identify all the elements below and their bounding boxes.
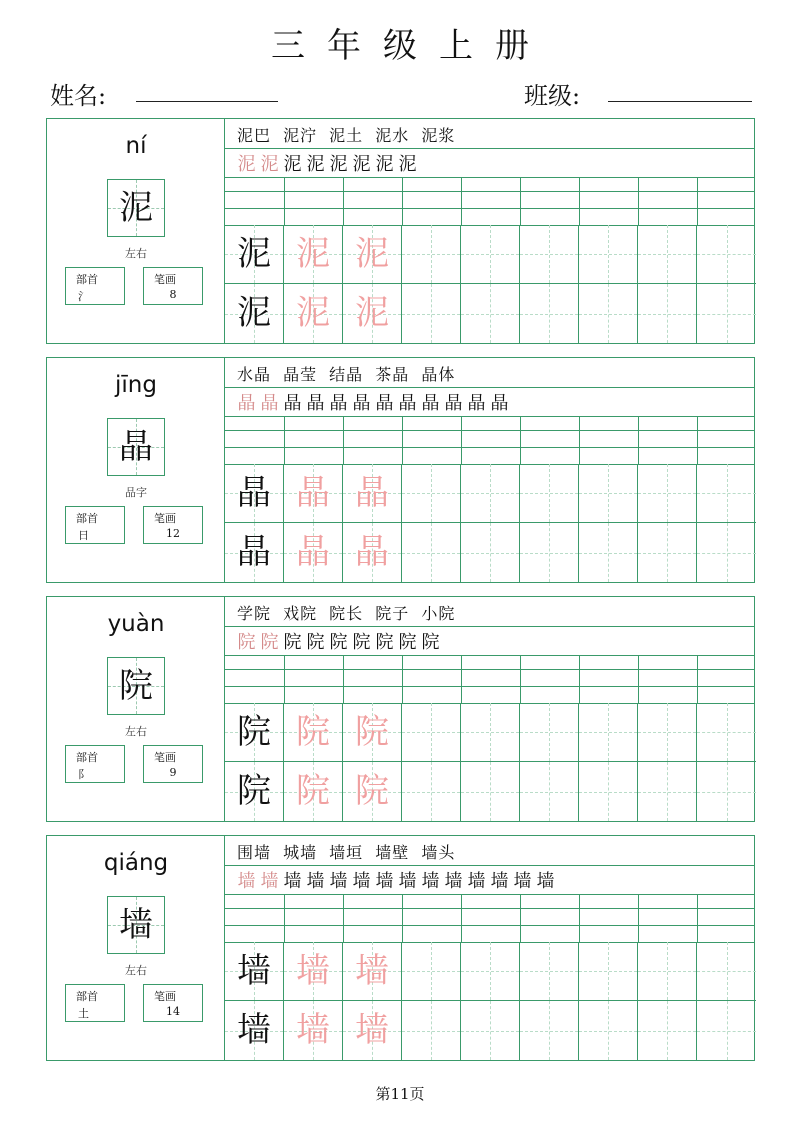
- structure-label: 左右: [125, 964, 147, 977]
- stroke-order: [235, 150, 419, 176]
- trace-character: 晶: [296, 473, 330, 513]
- stroke-order-step: 墙: [467, 871, 486, 892]
- stroke-order-step: 院: [306, 632, 325, 653]
- stroke-order-step: 晶: [237, 393, 256, 414]
- strokes-box: [143, 984, 203, 1022]
- writing-cell[interactable]: [461, 464, 520, 523]
- pinyin: ní: [125, 133, 147, 159]
- strokes-label: 笔画: [154, 273, 176, 286]
- radical-box: [65, 506, 125, 544]
- radical-value: 日: [78, 529, 89, 542]
- model-character: 泥: [237, 293, 271, 333]
- writing-grid: [225, 942, 754, 1060]
- stroke-order-step: 泥: [237, 154, 256, 175]
- stroke-order-step: 晶: [260, 393, 279, 414]
- writing-cell[interactable]: [461, 942, 520, 1001]
- stroke-order: [235, 628, 442, 654]
- writing-cell[interactable]: [402, 523, 461, 582]
- writing-cell[interactable]: [461, 284, 520, 343]
- writing-cell[interactable]: [697, 284, 756, 343]
- character-info-panel: [47, 597, 225, 821]
- main-character: 晶: [119, 427, 153, 467]
- trace-character: 墙: [355, 1010, 389, 1050]
- stroke-order-step: 晶: [375, 393, 394, 414]
- radical-box: [65, 745, 125, 783]
- stroke-order-step: 墙: [260, 871, 279, 892]
- writing-cell[interactable]: [697, 1001, 756, 1060]
- writing-cell[interactable]: [638, 1001, 697, 1060]
- strokes-box: [143, 267, 203, 305]
- model-character: 院: [237, 712, 271, 752]
- writing-cell[interactable]: [343, 284, 402, 343]
- radical-label: 部首: [76, 990, 98, 1003]
- strokes-label: 笔画: [154, 512, 176, 525]
- writing-cell[interactable]: [579, 703, 638, 762]
- writing-cell[interactable]: [520, 762, 579, 821]
- class-field-line[interactable]: [608, 101, 752, 102]
- stroke-order-step: 泥: [375, 154, 394, 175]
- writing-cell[interactable]: [402, 1001, 461, 1060]
- writing-cell[interactable]: [225, 703, 284, 762]
- trace-character: 晶: [355, 532, 389, 572]
- stroke-order-step: 院: [237, 632, 256, 653]
- writing-cell[interactable]: [520, 942, 579, 1001]
- writing-cell[interactable]: [225, 284, 284, 343]
- writing-cell[interactable]: [520, 703, 579, 762]
- writing-cell[interactable]: [343, 762, 402, 821]
- writing-cell[interactable]: [343, 225, 402, 284]
- strokes-label: 笔画: [154, 751, 176, 764]
- practice-area: [225, 597, 754, 821]
- writing-cell[interactable]: [284, 225, 343, 284]
- name-label: 姓名:: [50, 82, 107, 110]
- word-examples: 围墙 城墙 墙垣 墙壁 墙头: [237, 843, 456, 862]
- writing-cell[interactable]: [638, 762, 697, 821]
- radical-box: [65, 267, 125, 305]
- stroke-order: [235, 389, 511, 415]
- trace-character: 晶: [296, 532, 330, 572]
- writing-cell[interactable]: [520, 523, 579, 582]
- character-block: [46, 835, 755, 1061]
- writing-cell[interactable]: [638, 464, 697, 523]
- stroke-order-step: 泥: [329, 154, 348, 175]
- structure-label: 品字: [125, 486, 147, 499]
- page-title: 三年级上册: [271, 26, 551, 66]
- strokes-label: 笔画: [154, 990, 176, 1003]
- writing-cell[interactable]: [697, 762, 756, 821]
- stroke-order-step: 晶: [421, 393, 440, 414]
- writing-grid: [225, 464, 754, 582]
- stroke-order-step: 墙: [513, 871, 532, 892]
- writing-cell[interactable]: [697, 464, 756, 523]
- stroke-order-step: 院: [283, 632, 302, 653]
- character-info-panel: [47, 358, 225, 582]
- pinyin: yuàn: [107, 611, 165, 637]
- writing-cell[interactable]: [284, 284, 343, 343]
- radical-label: 部首: [76, 273, 98, 286]
- writing-cell[interactable]: [461, 1001, 520, 1060]
- main-character: 墙: [119, 905, 153, 945]
- radical-value: 土: [78, 1007, 89, 1020]
- name-field-line[interactable]: [136, 101, 278, 102]
- writing-cell[interactable]: [638, 942, 697, 1001]
- writing-cell[interactable]: [638, 284, 697, 343]
- page-number: 第11页: [375, 1085, 425, 1103]
- stroke-order-step: 墙: [444, 871, 463, 892]
- stroke-order-step: 院: [352, 632, 371, 653]
- structure-label: 左右: [125, 725, 147, 738]
- stroke-order-step: 墙: [398, 871, 417, 892]
- writing-cell[interactable]: [697, 703, 756, 762]
- trace-character: 墙: [296, 1010, 330, 1050]
- trace-character: 泥: [296, 234, 330, 274]
- model-character: 晶: [237, 473, 271, 513]
- writing-cell[interactable]: [402, 703, 461, 762]
- stroke-order-step: 墙: [283, 871, 302, 892]
- writing-cell[interactable]: [638, 523, 697, 582]
- writing-cell[interactable]: [520, 284, 579, 343]
- radical-value: 氵: [78, 290, 89, 303]
- character-block: [46, 357, 755, 583]
- character-box: [107, 657, 165, 715]
- trace-character: 泥: [355, 293, 389, 333]
- model-character: 墙: [237, 951, 271, 991]
- stroke-order-step: 院: [421, 632, 440, 653]
- writing-cell[interactable]: [697, 942, 756, 1001]
- stroke-order-step: 晶: [467, 393, 486, 414]
- strokes-value: 9: [169, 766, 177, 779]
- stroke-order-step: 院: [260, 632, 279, 653]
- writing-cell[interactable]: [284, 703, 343, 762]
- stroke-order-step: 泥: [398, 154, 417, 175]
- strokes-value: 14: [166, 1005, 180, 1018]
- character-block: [46, 118, 755, 344]
- character-info-panel: [47, 836, 225, 1060]
- stroke-order-step: 晶: [444, 393, 463, 414]
- main-character: 泥: [119, 188, 153, 228]
- stroke-order-step: 墙: [421, 871, 440, 892]
- writing-cell[interactable]: [402, 942, 461, 1001]
- writing-cell[interactable]: [461, 762, 520, 821]
- stroke-order-step: 晶: [329, 393, 348, 414]
- writing-cell[interactable]: [579, 523, 638, 582]
- writing-cell[interactable]: [579, 1001, 638, 1060]
- radical-value: 阝: [78, 768, 89, 781]
- writing-cell[interactable]: [638, 225, 697, 284]
- pinyin: qiáng: [103, 850, 169, 876]
- character-info-panel: [47, 119, 225, 343]
- writing-cell[interactable]: [284, 1001, 343, 1060]
- writing-cell[interactable]: [343, 464, 402, 523]
- writing-cell[interactable]: [697, 225, 756, 284]
- word-examples: 学院 戏院 院长 院子 小院: [237, 604, 456, 623]
- trace-character: 院: [355, 712, 389, 752]
- radical-label: 部首: [76, 751, 98, 764]
- main-character: 院: [119, 666, 153, 706]
- model-character: 墙: [237, 1010, 271, 1050]
- strokes-box: [143, 506, 203, 544]
- strokes-box: [143, 745, 203, 783]
- writing-cell[interactable]: [284, 762, 343, 821]
- writing-cell[interactable]: [461, 225, 520, 284]
- trace-character: 晶: [355, 473, 389, 513]
- structure-label: 左右: [125, 247, 147, 260]
- stroke-order-step: 墙: [306, 871, 325, 892]
- trace-character: 墙: [296, 951, 330, 991]
- writing-cell[interactable]: [225, 225, 284, 284]
- stroke-order-step: 院: [329, 632, 348, 653]
- model-character: 晶: [237, 532, 271, 572]
- writing-grid: [225, 703, 754, 821]
- writing-cell[interactable]: [520, 464, 579, 523]
- stroke-order-step: 泥: [306, 154, 325, 175]
- trace-character: 院: [355, 771, 389, 811]
- practice-area: [225, 119, 754, 343]
- writing-cell[interactable]: [343, 703, 402, 762]
- writing-grid: [225, 225, 754, 343]
- stroke-order-step: 墙: [375, 871, 394, 892]
- word-examples: 水晶 晶莹 结晶 茶晶 晶体: [237, 365, 456, 384]
- stroke-order-step: 墙: [490, 871, 509, 892]
- stroke-order-step: 院: [398, 632, 417, 653]
- stroke-order-step: 墙: [237, 871, 256, 892]
- writing-cell[interactable]: [225, 762, 284, 821]
- writing-cell[interactable]: [343, 523, 402, 582]
- writing-cell[interactable]: [461, 703, 520, 762]
- character-block: [46, 596, 755, 822]
- stroke-order-step: 泥: [352, 154, 371, 175]
- trace-character: 泥: [355, 234, 389, 274]
- trace-character: 院: [296, 771, 330, 811]
- writing-cell[interactable]: [225, 1001, 284, 1060]
- model-character: 泥: [237, 234, 271, 274]
- class-label: 班级:: [524, 82, 581, 110]
- writing-cell[interactable]: [461, 523, 520, 582]
- character-box: [107, 179, 165, 237]
- writing-cell[interactable]: [284, 942, 343, 1001]
- stroke-order-step: 晶: [283, 393, 302, 414]
- writing-cell[interactable]: [284, 523, 343, 582]
- radical-label: 部首: [76, 512, 98, 525]
- radical-box: [65, 984, 125, 1022]
- writing-cell[interactable]: [579, 762, 638, 821]
- stroke-order-step: 泥: [260, 154, 279, 175]
- writing-cell[interactable]: [638, 703, 697, 762]
- trace-character: 泥: [296, 293, 330, 333]
- stroke-order-step: 墙: [352, 871, 371, 892]
- writing-cell[interactable]: [520, 1001, 579, 1060]
- stroke-order-step: 晶: [398, 393, 417, 414]
- word-examples: 泥巴 泥泞 泥土 泥水 泥浆: [237, 126, 456, 145]
- trace-character: 墙: [355, 951, 389, 991]
- stroke-order-step: 墙: [329, 871, 348, 892]
- practice-area: [225, 836, 754, 1060]
- practice-area: [225, 358, 754, 582]
- stroke-order-step: 泥: [283, 154, 302, 175]
- stroke-order: [235, 867, 557, 893]
- stroke-order-step: 晶: [306, 393, 325, 414]
- writing-cell[interactable]: [225, 942, 284, 1001]
- pinyin: jīng: [115, 372, 157, 398]
- writing-cell[interactable]: [284, 464, 343, 523]
- writing-cell[interactable]: [343, 942, 402, 1001]
- stroke-order-step: 院: [375, 632, 394, 653]
- writing-cell[interactable]: [343, 1001, 402, 1060]
- strokes-value: 8: [169, 288, 177, 301]
- trace-character: 院: [296, 712, 330, 752]
- writing-cell[interactable]: [402, 464, 461, 523]
- model-character: 院: [237, 771, 271, 811]
- stroke-order-step: 晶: [490, 393, 509, 414]
- writing-cell[interactable]: [697, 523, 756, 582]
- writing-cell[interactable]: [402, 284, 461, 343]
- writing-cell[interactable]: [579, 284, 638, 343]
- character-box: [107, 896, 165, 954]
- character-box: [107, 418, 165, 476]
- writing-cell[interactable]: [579, 464, 638, 523]
- writing-cell[interactable]: [579, 225, 638, 284]
- writing-cell[interactable]: [579, 942, 638, 1001]
- stroke-order-step: 墙: [536, 871, 555, 892]
- strokes-value: 12: [166, 527, 180, 540]
- writing-cell[interactable]: [520, 225, 579, 284]
- writing-cell[interactable]: [402, 762, 461, 821]
- writing-cell[interactable]: [402, 225, 461, 284]
- writing-cell[interactable]: [225, 464, 284, 523]
- stroke-order-step: 晶: [352, 393, 371, 414]
- writing-cell[interactable]: [225, 523, 284, 582]
